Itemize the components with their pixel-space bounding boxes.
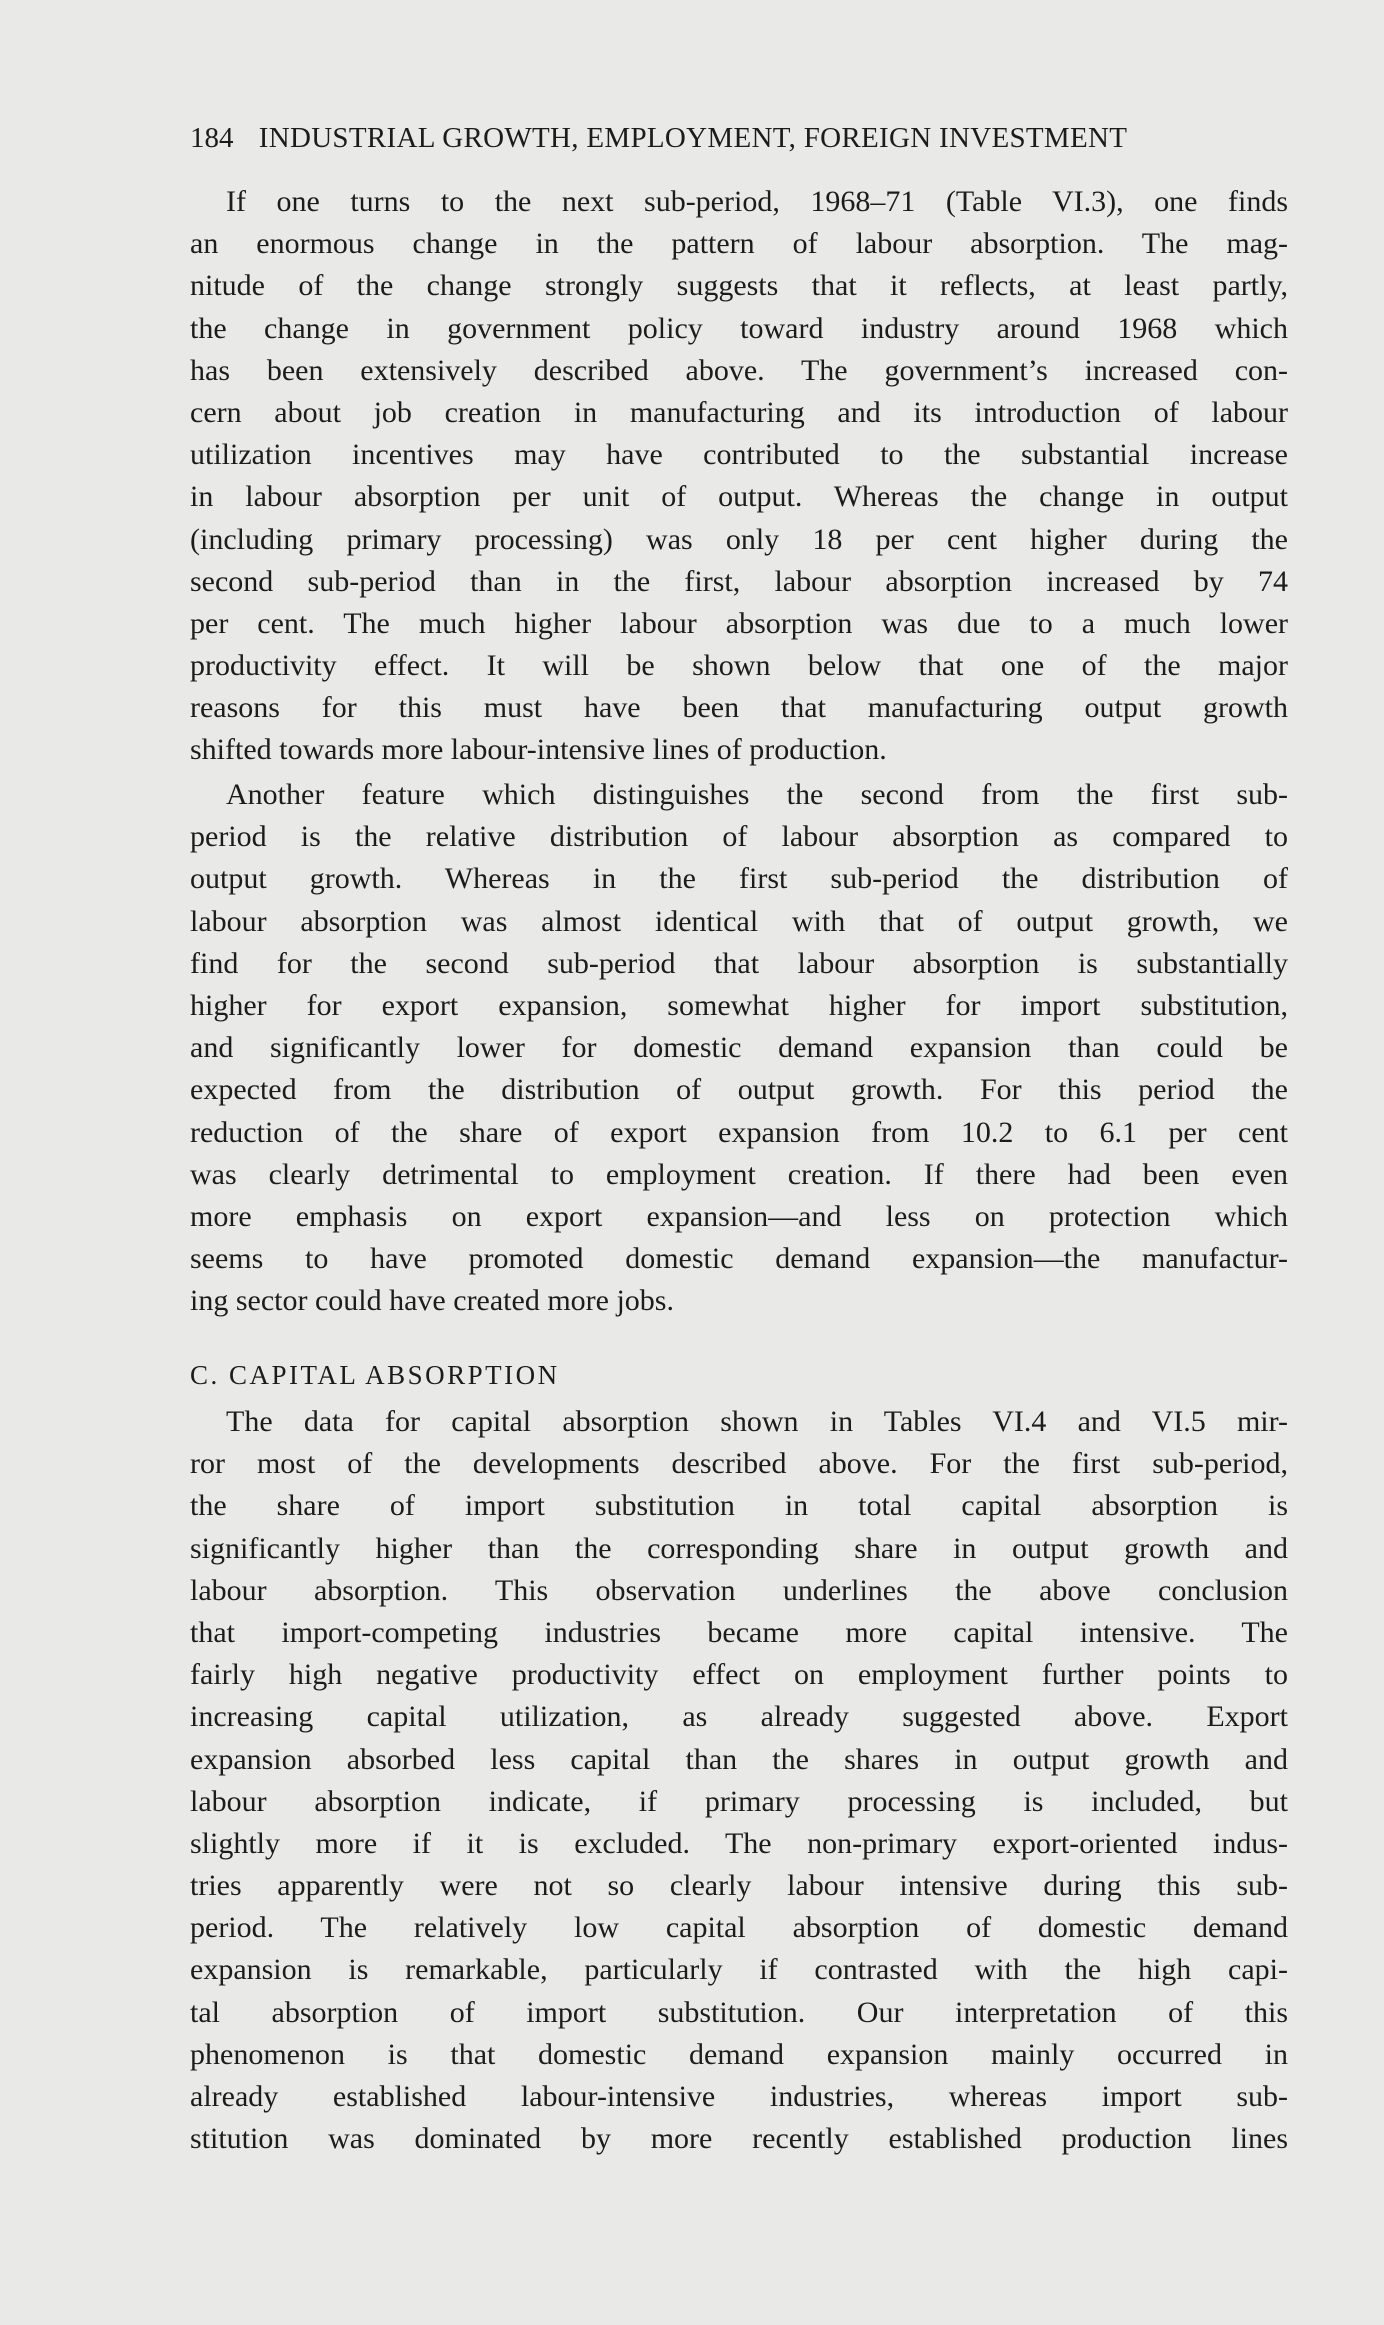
text-line: phenomenon is that domestic demand expansion mainly occurred in <box>190 2037 1288 2071</box>
paragraph-2 <box>190 774 1288 1322</box>
text-line: utilization incentives may have contributed to the substantial increase <box>190 438 1288 472</box>
running-title: INDUSTRIAL GROWTH, EMPLOYMENT, FOREIGN INVESTMENT <box>258 122 1128 154</box>
text-line: period is the relative distribution of labour absorption as compared to <box>190 820 1288 854</box>
text-line: already established labour-intensive industries, whereas import sub- <box>190 2080 1288 2113</box>
page-number: 184 <box>190 122 234 154</box>
text-line: ror most of the developments described above. For the first sub-period, <box>190 1447 1288 1481</box>
section-heading: C. CAPITAL ABSORPTION <box>190 1360 560 1390</box>
text-line: shifted towards more labour-intensive lines of production. <box>190 733 887 767</box>
text-line: labour absorption indicate, if primary processing is included, but <box>190 1784 1288 1818</box>
text-line: seems to have promoted domestic demand expansion—the manufactur- <box>190 1242 1288 1276</box>
text-line: was clearly detrimental to employment creation. If there had been even <box>190 1157 1288 1191</box>
text-line: period. The relatively low capital absorption of domestic demand <box>190 1911 1288 1945</box>
text-line: stitution was dominated by more recently established production lines <box>190 2122 1288 2156</box>
text-line: the change in government policy toward industry around 1968 which <box>190 311 1288 345</box>
text-line: the share of import substitution in total capital absorption is <box>190 1489 1288 1523</box>
text-line: cern about job creation in manufacturing and its introduction of labour <box>190 395 1288 429</box>
paragraph-3 <box>190 1401 1288 2160</box>
text-line: expected from the distribution of output growth. For this period the <box>190 1073 1288 1107</box>
text-line: fairly high negative productivity effect on employment further points to <box>190 1658 1288 1692</box>
text-line: that import-competing industries became more capital intensive. The <box>190 1615 1288 1649</box>
text-line: The data for capital absorption shown in Tables VI.4 and VI.5 mir- <box>226 1405 1288 1438</box>
running-header <box>190 122 1300 155</box>
text-line: If one turns to the next sub-period, 1968–71 (Table VI.3), one finds <box>226 185 1288 218</box>
text-line: labour absorption. This observation underlines the above conclusion <box>190 1573 1288 1607</box>
text-line: tal absorption of import substitution. Our interpretation of this <box>190 1995 1288 2029</box>
text-line: nitude of the change strongly suggests that it reflects, at least partly, <box>190 269 1288 303</box>
text-line: has been extensively described above. The government’s increased con- <box>190 353 1288 387</box>
text-line: slightly more if it is excluded. The non-primary export-oriented indus- <box>190 1826 1288 1860</box>
text-line: find for the second sub-period that labour absorption is substantially <box>190 946 1288 980</box>
text-line: more emphasis on export expansion—and less on protection which <box>190 1199 1288 1233</box>
text-line: increasing capital utilization, as already suggested above. Export <box>190 1700 1288 1734</box>
text-line: expansion absorbed less capital than the shares in output growth and <box>190 1742 1288 1776</box>
paragraph-1 <box>190 181 1288 772</box>
text-line: tries apparently were not so clearly labour intensive during this sub- <box>190 1869 1288 1903</box>
text-line: higher for export expansion, somewhat higher for import substitution, <box>190 988 1288 1022</box>
text-line: significantly higher than the corresponding share in output growth and <box>190 1531 1288 1565</box>
text-line: an enormous change in the pattern of labour absorption. The mag- <box>190 227 1288 261</box>
text-line: expansion is remarkable, particularly if contrasted with the high capi- <box>190 1953 1288 1987</box>
text-line: ing sector could have created more jobs. <box>190 1284 674 1318</box>
text-line: reasons for this must have been that manufacturing output growth <box>190 691 1288 725</box>
text-line: reduction of the share of export expansion from 10.2 to 6.1 per cent <box>190 1115 1288 1149</box>
text-line: labour absorption was almost identical with that of output growth, we <box>190 904 1288 938</box>
text-line: and significantly lower for domestic demand expansion than could be <box>190 1031 1288 1065</box>
text-line: per cent. The much higher labour absorption was due to a much lower <box>190 606 1288 640</box>
text-line: productivity effect. It will be shown below that one of the major <box>190 649 1288 683</box>
text-line: second sub-period than in the first, labour absorption increased by 74 <box>190 564 1288 598</box>
text-line: (including primary processing) was only 18 per cent higher during the <box>190 522 1288 556</box>
text-line: Another feature which distinguishes the second from the first sub- <box>226 778 1288 811</box>
text-line: in labour absorption per unit of output. Whereas the change in output <box>190 480 1288 514</box>
text-line: output growth. Whereas in the first sub-period the distribution of <box>190 862 1288 896</box>
